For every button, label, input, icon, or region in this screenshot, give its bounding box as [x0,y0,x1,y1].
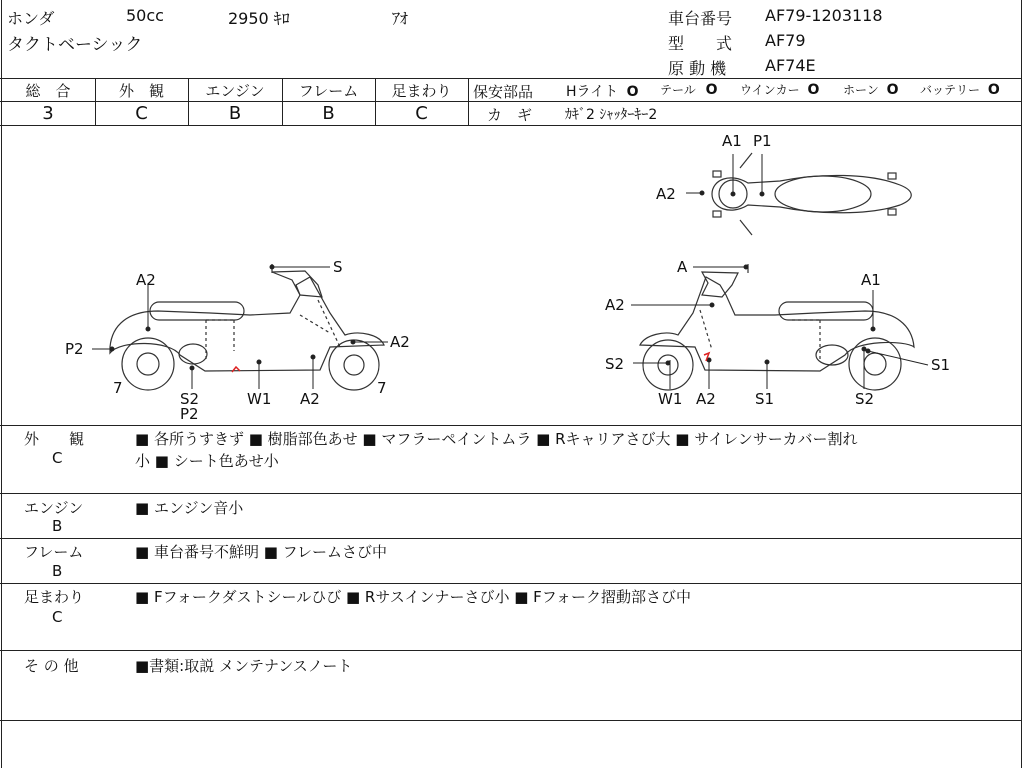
remark-divider-1 [0,493,1022,494]
label-right-a1: A1 [861,271,881,289]
remark-other-line1: ■書類:取説 メンテナンスノート [135,657,353,675]
grade-divider-5 [468,78,469,125]
engine-label: 原 動 機 [668,59,727,78]
safety-item-headlight-label: Hライト [566,84,619,100]
remark-suspension-label: 足まわり [24,588,85,606]
type-label: 型 式 [668,34,733,53]
label-left-7-rear: 7 [377,379,387,397]
safety-item-tail-label: テール [660,83,696,97]
label-left-a2-bottom: A2 [300,390,320,408]
label-left-s2: S2 [180,390,200,408]
safety-item-horn [843,81,899,98]
remark-exterior-line1: ■ 各所うすきず ■ 樹脂部色あせ ■ マフラーペイントムラ ■ Rキャリアさび大 ■ サイレンサーカバー割れ [135,430,858,448]
label-left-a2-rear: A2 [390,333,410,351]
label-top-a1: A1 [722,132,742,150]
remark-engine-grade: B [52,517,63,535]
grade-overall-label: 総 合 [25,82,71,100]
key-label: カ ギ [487,106,533,124]
label-left-a2-top: A2 [136,271,156,289]
safety-item-horn-mark: O [886,82,899,98]
damage-leader-lines [92,154,928,389]
safety-mid-line [468,101,1022,102]
label-right-s2-side: S2 [605,355,625,373]
remark-divider-3 [0,583,1022,584]
grade-suspension-value: C [415,103,428,124]
remark-suspension-line1: ■ Fフォークダストシールひび ■ Rサスインナーさび小 ■ Fフォーク摺動部さび中 [135,588,692,606]
label-right-s1-bottom: W1 [658,390,683,408]
safety-item-horn-label: ホーン [843,83,879,97]
grade-mid-line [0,101,468,102]
scooter-top-view [712,153,911,235]
frame-no-label: 車台番号 [668,9,733,28]
remark-exterior-grade: C [52,449,63,467]
remark-frame-grade: B [52,562,63,580]
maker: ホンダ [7,9,55,28]
label-right-w1: A2 [696,390,716,408]
grade-frame-label: フレーム [298,82,359,100]
safety-item-battery-label: バッテリー [920,83,981,97]
grade-top-line [0,78,1022,79]
label-left-p2-bottom: P2 [180,405,199,423]
safety-title: 保安部品 [473,83,534,101]
safety-item-winker-label: ウインカー [740,83,800,97]
remark-suspension-grade: C [52,608,63,626]
label-top-p1: P1 [753,132,772,150]
safety-item-winker [740,81,819,98]
safety-item-headlight [566,81,638,101]
remark-exterior-line2: 小 ■ シート色あせ小 [135,452,279,470]
grade-suspension-label: 足まわり [391,82,452,100]
label-right-s2-bottom: S2 [855,390,875,408]
remark-frame-line1: ■ 車台番号不鮮明 ■ フレームさび中 [135,543,388,561]
mileage: 2950 ｷﾛ [228,9,290,28]
label-right-s1-side: S1 [931,356,951,374]
label-left-s: S [333,258,343,276]
model-name: タクトベーシック [7,35,143,55]
label-right-a2-bottom: S1 [755,390,775,408]
remark-exterior-label: 外 観 [24,430,85,448]
grade-exterior-value: C [135,103,148,124]
grade-engine-label: エンジン [205,82,265,100]
diagram-bottom-line [0,425,1022,426]
remark-divider-5 [0,720,1022,721]
color: ｱｵ [392,9,409,28]
grade-frame-value: B [322,103,335,124]
remark-divider-4 [0,650,1022,651]
frame-no: AF79-1203118 [765,6,883,25]
safety-item-battery [920,81,1000,98]
safety-item-battery-mark: O [987,82,1000,98]
safety-item-tail-mark: O [705,82,718,98]
label-right-a: A [677,258,688,276]
safety-item-tail [660,81,718,98]
displacement: 50cc [126,6,164,25]
grade-overall-value: 3 [42,103,54,124]
remark-engine-line1: ■ エンジン音小 [135,499,244,517]
label-top-a2: A2 [656,185,676,203]
label-right-a2-side: A2 [605,296,625,314]
grade-exterior-label: 外 観 [118,82,164,100]
damage-diagram [0,125,1024,425]
engine-value: AF74E [765,56,816,75]
label-left-p2-side: P2 [65,340,84,358]
label-left-w1: W1 [247,390,272,408]
type-value: AF79 [765,31,806,50]
safety-item-winker-mark: O [807,82,820,98]
remark-divider-2 [0,538,1022,539]
remark-frame-label: フレーム [24,543,84,561]
label-left-7-front: 7 [113,379,123,397]
remark-engine-label: エンジン [24,499,84,517]
safety-item-headlight-mark: O [626,84,639,100]
grade-engine-value: B [228,103,242,124]
remark-other-label: そ の 他 [24,657,79,675]
key-value: ｶｷﾞ2 ｼｬｯﾀｰｷｰ2 [565,107,658,123]
